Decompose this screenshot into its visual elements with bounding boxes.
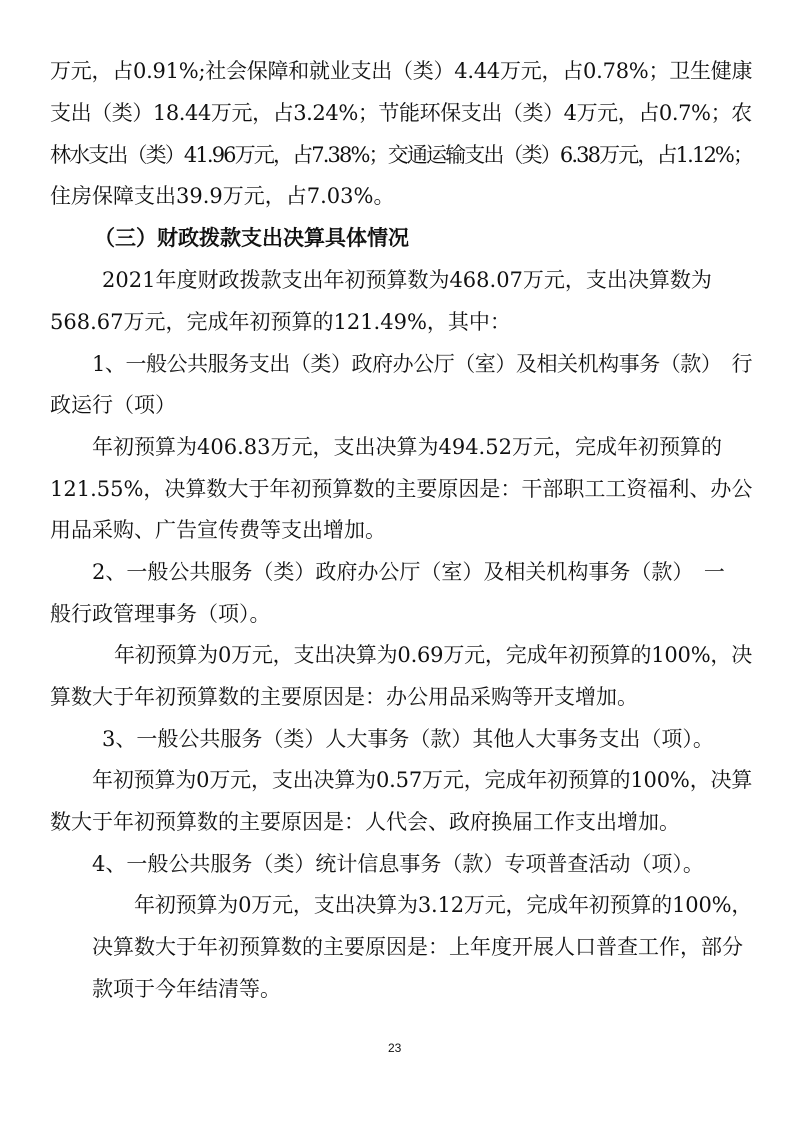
body-line: 年初预算为0万元，支出决算为0.57万元，完成年初预算的100%，决算 xyxy=(92,768,753,792)
page-number: 23 xyxy=(388,1041,402,1055)
body-line: 4、一般公共服务（类）统计信息事务（款）专项普查活动（项）。 xyxy=(92,852,704,876)
body-line: 般行政管理事务（项）。 xyxy=(50,602,271,626)
body-line: 用品采购、广告宣传费等支出增加。 xyxy=(50,518,386,542)
body-line: 住房保障支出39.9万元，占7.03%。 xyxy=(50,184,395,208)
body-line: 3、一般公共服务（类）人大事务（款）其他人大事务支出（项）。 xyxy=(102,727,714,751)
body-line: 款项于今年结清等。 xyxy=(92,977,281,1001)
body-line: 568.67万元，完成年初预算的121.49%，其中： xyxy=(50,310,511,334)
body-line: 算数大于年初预算数的主要原因是：办公用品采购等开支增加。 xyxy=(50,685,638,709)
body-line: 年初预算为406.83万元，支出决算为494.52万元，完成年初预算的 xyxy=(92,435,722,459)
body-line: 2、一般公共服务（类）政府办公厅（室）及相关机构事务（款） 一 xyxy=(92,560,725,584)
body-line: 年初预算为0万元，支出决算为0.69万元，完成年初预算的100%，决 xyxy=(114,643,753,667)
body-line: 支出（类）18.44万元，占3.24%；节能环保支出（类）4万元，占0.7%；农 xyxy=(50,101,752,125)
body-line: 万元，占0.91%;社会保障和就业支出（类）4.44万元，占0.78%；卫生健康 xyxy=(50,59,753,83)
body-line: 数大于年初预算数的主要原因是：人代会、政府换届工作支出增加。 xyxy=(50,810,680,834)
body-line: 年初预算为0万元，支出决算为3.12万元，完成年初预算的100%， xyxy=(134,893,753,917)
body-line: 121.55%，决算数大于年初预算数的主要原因是：干部职工工资福利、办公 xyxy=(50,477,753,501)
body-line: 2021年度财政拨款支出年初预算数为468.07万元，支出决算数为 xyxy=(102,268,712,292)
body-line: 1、一般公共服务支出（类）政府办公厅（室）及相关机构事务（款） 行 xyxy=(92,352,753,376)
section-heading: （三）财政拨款支出决算具体情况 xyxy=(94,226,409,250)
body-line: 林水支出（类）41.96万元，占7.38%；交通运输支出（类）6.38万元，占1.12%； xyxy=(50,143,753,167)
body-line: 决算数大于年初预算数的主要原因是：上年度开展人口普查工作，部分 xyxy=(92,935,743,959)
body-line: 政运行（项） xyxy=(50,393,176,417)
